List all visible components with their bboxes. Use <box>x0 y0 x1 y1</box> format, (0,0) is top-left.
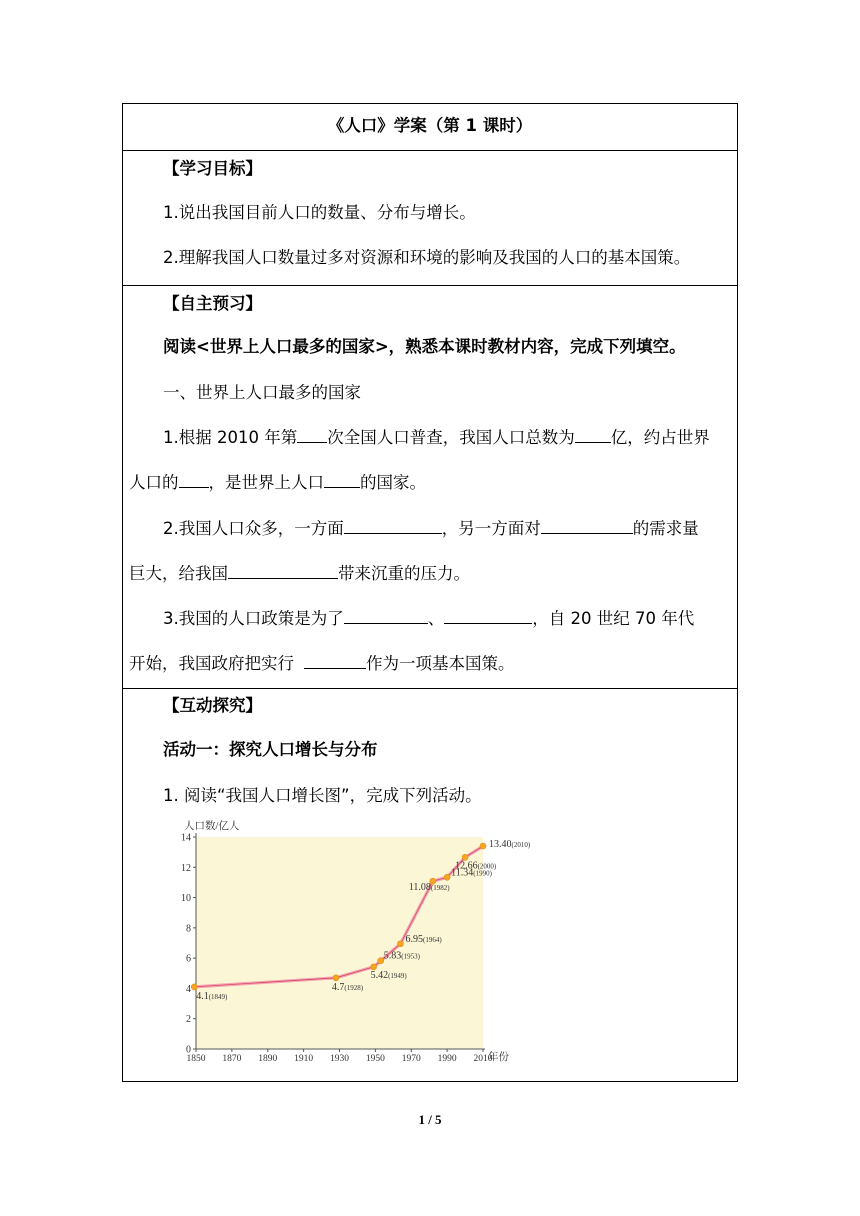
q1-text: 人口的 <box>129 473 179 492</box>
data-label: 4.7(1928) <box>331 981 364 993</box>
fill-blank[interactable] <box>344 607 428 624</box>
objectives-row <box>123 151 737 286</box>
data-label: 13.40(2010) <box>489 839 531 851</box>
page-number: 1 / 5 <box>418 1112 442 1127</box>
data-point <box>444 874 450 880</box>
fill-blank[interactable] <box>179 471 209 488</box>
fill-blank[interactable] <box>304 652 366 669</box>
y-tick-label: 10 <box>181 893 191 905</box>
fill-blank[interactable] <box>297 426 327 443</box>
preview-heading: 【自主预习】 <box>163 294 262 313</box>
q3-text: 3.我国的人口政策是为了 <box>163 609 344 628</box>
x-axis-label: 年份 <box>488 1052 509 1063</box>
data-label: 5.83(1953) <box>383 950 420 962</box>
preview-instruction: 阅读<世界上人口最多的国家>，熟悉本课时教材内容，完成下列填空。 <box>163 337 686 356</box>
y-axis-label: 人口数/亿人 <box>184 821 240 832</box>
question-2-line-2 <box>129 562 470 585</box>
q2-text: 带来沉重的压力。 <box>338 564 470 583</box>
q2-text: ，另一方面对 <box>441 519 541 538</box>
y-tick-label: 14 <box>181 832 191 844</box>
q2-text: 的需求量 <box>632 519 699 538</box>
q2-text: 2.我国人口众多，一方面 <box>163 519 344 538</box>
x-tick-label: 1890 <box>258 1054 278 1064</box>
y-tick-label: 12 <box>181 862 191 874</box>
x-tick-label: 1910 <box>294 1054 314 1064</box>
x-tick-label: 1870 <box>222 1054 242 1064</box>
q3-text: 作为一项基本国策。 <box>366 654 515 673</box>
x-tick-label: 1850 <box>186 1054 206 1064</box>
title-row <box>123 104 737 151</box>
q3-text: 开始，我国政府把实行 <box>129 654 294 673</box>
data-point <box>191 984 197 990</box>
question-1-line-1 <box>163 426 710 449</box>
activity-title: 活动一：探究人口增长与分布 <box>163 740 378 759</box>
fill-blank[interactable] <box>575 426 611 443</box>
data-label: 12.66(2000) <box>455 860 497 872</box>
fill-blank[interactable] <box>541 517 633 534</box>
x-tick-label: 2010 <box>473 1054 493 1064</box>
question-2-line-1 <box>163 517 699 540</box>
question-3-line-2 <box>129 652 515 675</box>
objectives-heading: 【学习目标】 <box>163 159 262 178</box>
y-tick-label: 2 <box>186 1014 191 1026</box>
q1-text: 的国家。 <box>360 473 426 492</box>
q3-text: 、 <box>427 609 445 628</box>
y-tick-label: 8 <box>186 923 191 935</box>
data-label: 5.42(1949) <box>370 969 407 981</box>
q1-text: 次全国人口普查，我国人口总数为 <box>327 428 575 447</box>
x-tick-label: 1970 <box>401 1054 421 1064</box>
data-label: 6.95(1964) <box>405 933 442 945</box>
y-tick-label: 0 <box>186 1044 191 1056</box>
objective-item: 2.理解我国人口数量过多对资源和环境的影响及我国的人口的基本国策。 <box>163 248 691 267</box>
page-title: 《人口》学案（第 1 课时） <box>327 116 533 135</box>
fill-blank[interactable] <box>444 607 532 624</box>
x-tick-label: 1950 <box>365 1054 385 1064</box>
q2-text: 巨大，给我国 <box>129 564 228 583</box>
objective-item: 1.说出我国目前人口的数量、分布与增长。 <box>163 203 476 222</box>
q1-text: 亿，约占世界 <box>610 428 710 447</box>
data-point <box>333 975 339 981</box>
x-tick-label: 1990 <box>437 1054 457 1064</box>
x-tick-label: 1930 <box>330 1054 349 1064</box>
explore-heading: 【互动探究】 <box>163 696 262 715</box>
data-point <box>397 941 403 947</box>
preview-row <box>123 286 737 689</box>
q1-text: ，是世界上人口 <box>208 473 324 492</box>
fill-blank[interactable] <box>228 562 338 579</box>
y-tick-label: 4 <box>186 983 191 995</box>
data-label: 4.1(1849) <box>196 990 228 1002</box>
data-label: 11.08(1982) <box>408 882 450 894</box>
question-3-line-1 <box>163 607 694 630</box>
q3-text: ，自 20 世纪 70 年代 <box>532 609 695 628</box>
activity-task: 1. 阅读“我国人口增长图”，完成下列活动。 <box>163 786 482 805</box>
fill-blank[interactable] <box>324 471 360 488</box>
question-1-line-2 <box>129 471 426 494</box>
section-title: 一、世界上人口最多的国家 <box>163 383 361 402</box>
data-label: 11.34(1990) <box>451 867 492 879</box>
y-tick-label: 6 <box>186 953 191 965</box>
fill-blank[interactable] <box>344 517 442 534</box>
data-point <box>480 843 486 849</box>
q1-text: 1.根据 2010 年第 <box>163 428 298 447</box>
population-growth-chart <box>170 815 540 1065</box>
